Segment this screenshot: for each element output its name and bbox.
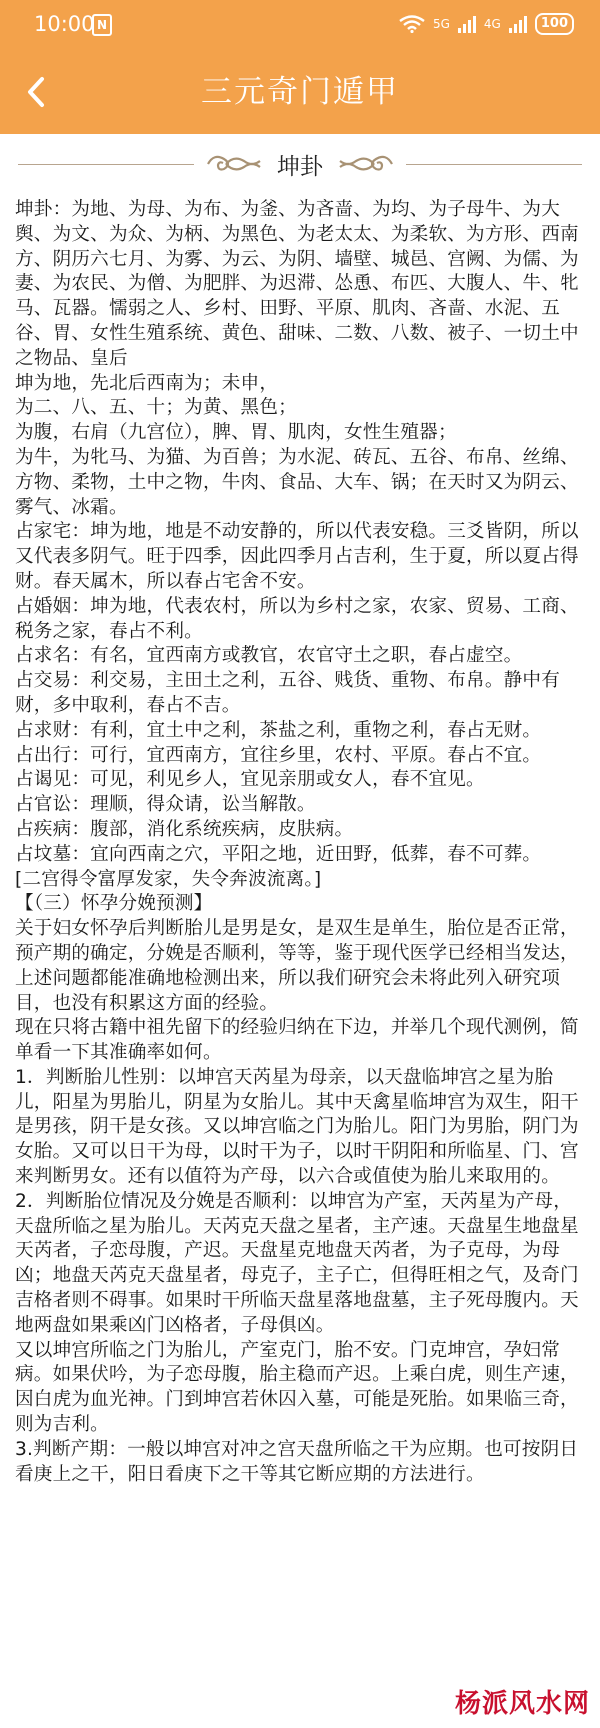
paragraph: 占官讼：理顺，得众请，讼当解散。 [15,794,316,816]
network-5g-label: 5G [432,17,450,31]
paragraph: 为二、八、五、十；为黄、黑色； [15,397,297,419]
paragraph: 占坟墓：宜向西南之穴，平阳之地，近田野，低葬，春不可葬。 [15,843,542,865]
nfc-icon: N [92,14,112,36]
signal-5g-icon [458,15,476,33]
status-time: 10:00 [34,12,95,36]
paragraph: 占交易：利交易，主田土之利，五谷、贱货、重物、布帛。静中有财，多中取利，春占不吉。 [15,670,561,716]
back-button[interactable] [14,66,62,118]
paragraph: 2．判断胎位情况及分娩是否顺利：以坤宫为产室，天芮星为产母，天盘所临之星为胎儿。天芮克天盘之星者，主产速。天盘星生地盘星天芮者，子恋母腹，产迟。天盘星克地盘天芮者，为子克母，为母凶；地盘天芮克天盘星者，母克子，主子亡，但得旺相之气，及奇门吉格者则不碍事。如果时干所临天盘星落地盘墓，主子死母腹内。天地两盘如果乘凶门凶格者，子母俱凶。 [15,1190,579,1336]
paragraph: 现在只将古籍中祖先留下的经验归纳在下边，并举几个现代测例，简单看一下其准确率如何。 [15,1017,579,1064]
chevron-left-icon [14,66,62,118]
paragraph: [二宫得令富厚发家，失令奔波流离。] [15,868,322,890]
section-title: 坤卦 [277,154,323,180]
paragraph: 关于妇女怀孕后判断胎儿是男是女，是双生是单生，胎位是否正常，预产期的确定，分娩是否顺利，等等，鉴于现代医学已经相当发达，上述问题都能准确地检测出来，所以我们研究会未将此列入研究项目，也没有积累这方面的经验。 [15,918,579,1014]
article-body [15,198,585,1487]
paragraph: 【（三）怀孕分娩预测】 [15,893,213,915]
paragraph: 占出行：可行，宜西南方，宜往乡里，农村、平原。春占不宜。 [15,744,542,766]
signal-4g-icon [509,15,527,33]
paragraph: 占婚姻：坤为地，代表农村，所以为乡村之家，农家、贸易、工商、税务之家，春占不利。 [15,595,579,642]
paragraph: 为牛，为牝马、为猫、为百兽；为水泥、砖瓦、五谷、布帛、丝绵、方物、柔物，土中之物，牛肉、食品、大车、锅；在天时又为阴云、雾气、冰霜。 [15,446,579,518]
app-bar [0,50,600,134]
paragraph: 占家宅：坤为地，地是不动安静的，所以代表安稳。三爻皆阴，所以又代表多阴气。旺于四季，因此四季月占吉利，生于夏，所以夏占得财。春天属木，所以春占宅舍不安。 [15,521,579,592]
status-icons [399,13,574,35]
paragraph: 占求名：有名，宜西南方或教官，农官守土之职，春占虚空。 [15,645,523,667]
app-title: 三元奇门遁甲 [201,74,399,110]
paragraph: 占求财：有利，宜土中之利，茶盐之利，重物之利，春占无财。 [15,719,542,741]
status-bar [0,0,600,50]
wifi-icon [399,15,425,33]
battery-icon: 100 [535,13,574,35]
paragraph: 为腹，右肩（九宫位），脾、胃、肌肉，女性生殖器； [15,422,457,444]
paragraph: 3.判断产期：一般以坤宫对冲之宫天盘所临之干为应期。也可按阴日看庚上之干，阳日看庚下之干等其它断应期的方法进行。 [15,1438,579,1485]
paragraph: 又以坤宫所临之门为胎儿，产室克门，胎不安。门克坤宫，孕妇常病。如果伏吟，为子恋母腹，胎主稳而产迟。上乘白虎，则生产速，因白虎为血光神。门到坤宫若休囚入墓，可能是死胎。如果临三奇，则为吉利。 [15,1339,579,1436]
paragraph: 坤卦：为地、为母、为布、为釜、为吝啬、为均、为子母牛、为大舆、为文、为众、为柄、为黑色、为老太太、为柔软、为方形、西南方、阴历六七月、为雾、为云、为阴、墙壁、城邑、宫阙、为儒、为妻、为农民、为僧、为肥胖、为迟滞、怂恿、布匹、大腹人、牛、牝马、瓦器。懦弱之人、乡村、田野、平原、肌肉、吝啬、水泥、五谷、胃、女性生殖系统、黄色、甜味、二数、八数、被子、一切土中之物品、皇后 [15,199,579,369]
paragraph: 1．判断胎儿性别：以坤宫天芮星为母亲，以天盘临坤宫之星为胎儿，阳星为男胎儿，阴星为女胎儿。其中天禽星临坤宫为双生，阳干是男孩，阴干是女孩。又以坤宫临之门为胎儿。阳门为男胎，阴门为女胎。又可以日干为母，以时干为子，以时干阴阳和所临星、门、宫来判断男女。还有以值符为产母，以六合或值使为胎儿来取用的。 [15,1066,579,1188]
network-4g-label: 4G [483,17,501,31]
paragraph: 占疾病：腹部，消化系统疾病，皮肤病。 [15,818,354,840]
paragraph: 占谒见：可见，利见乡人，宜见亲朋或女人，春不宜见。 [15,769,485,791]
section-header [0,134,600,194]
paragraph: 坤为地，先北后西南为；未申， [15,372,279,394]
watermark-logo: 杨派风水网 [454,1689,590,1719]
